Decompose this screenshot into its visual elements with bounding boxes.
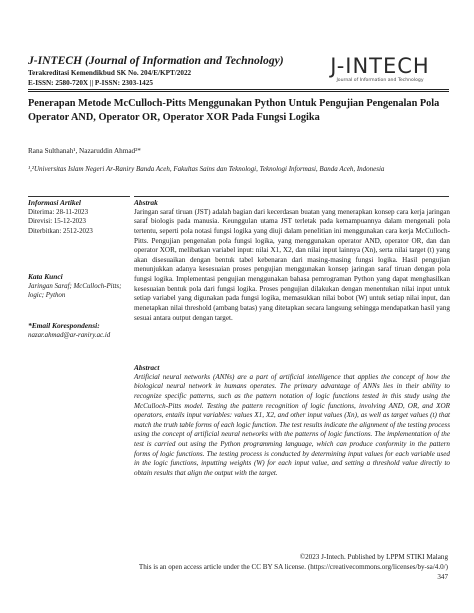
- correspondence-heading: *Email Korespondensi:: [28, 321, 100, 330]
- author-list: Rana Sulthanah¹, Nazaruddin Ahmad²*: [28, 147, 141, 155]
- abstrak-heading: Abstrak: [134, 198, 158, 207]
- abstrak-text: Jaringan saraf tiruan (JST) adalah bagian dari kecerdasan buatan yang menerapkan konsep cara kerja jaringan saraf biologis pada manusia. Keunggulan utama JST terletak pada kemampuannya dalam mengenali pola tertentu, seperti pola notasi fungsi logika yang diuji dalam penelitian ini menggunakan cara kerja McCulloch-Pitts. Pengujian pengenalan pola fungsi logika, yang menggunakan operator AND, operator OR, dan dan operator XOR, melibatkan variabel input: nilai X1, X2, dan nilai input lainnya (Xn), serta nilai target (t) yang akan disesuaikan dengan bentuk tabel kebenaran dari masing-masing fungsi logika. Hasil pengujian menunjukkan adanya kesesuaian proses pengujian menggunakan konsep jaringan saraf tiruan dengan pola fungsi logika. Implementasi pengujian menggunakan bahasa pemrograman Python yang dapat menghasilkan kesesuaian bentuk pola dari fungsi logika. Proses pengujian dilakukan dengan menentukan nilai input untuk setiap variabel yang digunakan pada fungsi logika, memasukkan nilai bobot (W) untuk setiap nilai input, dan menetapkan nilai threshold (ambang batas) yang ditetapkan secara langsung sehingga mendapatkan hasil yang sesuai antara output dengan target.: [134, 207, 450, 322]
- article-title: Penerapan Metode McCulloch-Pitts Menggunakan Python Untuk Pengujian Pengenalan Pola Operator AND, Operator OR, Operator XOR Pada Fungsi Logika: [28, 98, 440, 123]
- keywords-text: Jaringan Saraf; McCulloch-Pitts; logic; Python: [28, 282, 122, 300]
- author-affiliation: ¹,²Universitas Islam Negeri Ar-Raniry Banda Aceh, Fakultas Sains dan Teknologi, Teknologi Informasi, Banda Aceh, Indonesia: [28, 165, 385, 173]
- abstract-heading: Abstract: [134, 363, 160, 372]
- abstract-text: Artificial neural networks (ANNs) are a part of artificial intelligence that applies the concept of how the biological neural network in humans operates. The primary advantage of ANNs lies in their ability to recognize specific patterns, such as the pattern notation of logic functions tested in this study using the McCulloch-Pitts model. Testing the pattern recognition of logic functions, involving AND, OR, and XOR operators, entails input variables: values X1, X2, and other input values (Xn), as well as target values (t) that match the truth table forms of each logic function. The test results indicate the alignment of the testing process using the concept of artificial neural networks with the patterns of logic functions. The implementation of the test is carried out using the Python programming language, which can produce conformity in the pattern forms of logic functions. The testing process is conducted by determining input values for each variable used in the logic functions, inputting weights (W) for each input value, and setting a threshold value directly to obtain results that align the output with the target.: [134, 372, 450, 478]
- header-rule-top: [28, 89, 449, 90]
- published-date: Diterbitkan: 2512-2023: [28, 227, 93, 235]
- revised-date: Direvisi: 15-12-2023: [28, 218, 86, 226]
- keywords-block: [28, 272, 132, 301]
- abstract-rule: [134, 196, 449, 197]
- footer-license[interactable]: This is an open access article under the CC BY SA license. (https://creativecommons.org/licenses/by-sa/4.0/): [138, 563, 448, 571]
- footer-copyright: ©2023 J-Intech. Published by LPPM STIKI Malang: [299, 553, 448, 561]
- issn-line: E-ISSN: 2580-720X || P-ISSN: 2303-1425: [28, 79, 153, 87]
- page-number: 347: [437, 573, 448, 581]
- article-info: [28, 198, 132, 236]
- logo-text: J-INTECH: [330, 54, 430, 78]
- sidebar-rule: [28, 196, 130, 197]
- abstract-block: [134, 363, 450, 479]
- keywords-heading: Kata Kunci: [28, 272, 63, 281]
- abstrak-block: [134, 198, 450, 323]
- journal-title: J-INTECH (Journal of Information and Technology): [28, 54, 284, 67]
- received-date: Diterima: 28-11-2023: [28, 208, 89, 216]
- journal-logo: [310, 55, 450, 83]
- correspondence-block: [28, 321, 132, 340]
- correspondence-email[interactable]: nazar.ahmad@ar-raniry.ac.id: [28, 331, 111, 339]
- article-info-heading: Informasi Artikel: [28, 198, 81, 207]
- header-rule-bottom: [28, 91, 449, 92]
- logo-subtitle: Journal of Information and Technology: [336, 78, 424, 83]
- accreditation-note: Terakreditasi Kemendikbud SK No. 204/E/KPT/2022: [28, 69, 192, 77]
